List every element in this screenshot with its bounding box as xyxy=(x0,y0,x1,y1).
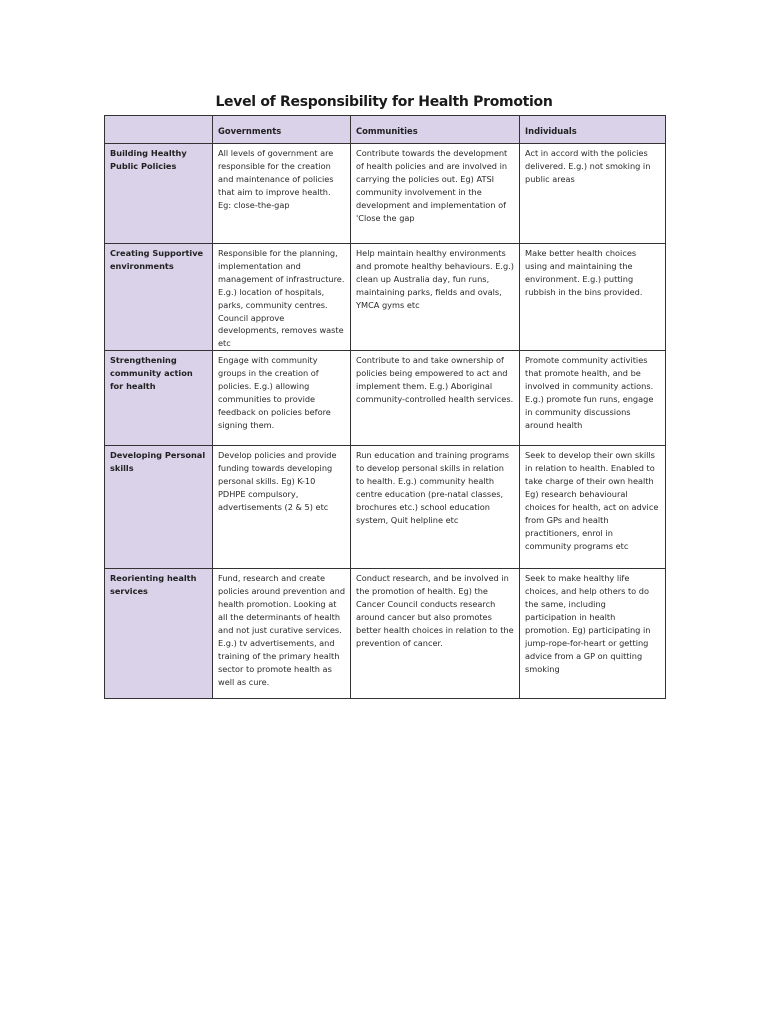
table-row xyxy=(105,569,666,699)
cell-communities: Help maintain healthy environments and promote healthy behaviours. E.g.) clean up Australia day, fun runs, maintaining parks, fields and ovals, YMCA gyms etc xyxy=(351,244,520,351)
cell-governments: Engage with community groups in the creation of policies. E.g.) allowing communities to provide feedback on policies before signing them. xyxy=(213,351,351,446)
row-label: Strengthening community action for health xyxy=(105,351,213,446)
cell-governments: Fund, research and create policies around prevention and health promotion. Looking at all the determinants of health and not just curative services. E.g.) tv advertisements, and training of the primary health sector to promote health as well as cure. xyxy=(213,569,351,699)
table-row xyxy=(105,446,666,569)
cell-individuals: Act in accord with the policies delivered. E.g.) not smoking in public areas xyxy=(520,144,666,244)
row-label: Creating Supportive environments xyxy=(105,244,213,351)
table-row xyxy=(105,244,666,351)
cell-individuals: Promote community activities that promote health, and be involved in community actions. E.g.) promote fun runs, engage in community discussions around health xyxy=(520,351,666,446)
header-corner xyxy=(105,116,213,144)
cell-individuals: Seek to develop their own skills in relation to health. Enabled to take charge of their own health Eg) research behavioural choices for health, act on advice from GPs and health practitioners, enrol in community programs etc xyxy=(520,446,666,569)
page-title: Level of Responsibility for Health Promotion xyxy=(215,94,553,110)
header-governments: Governments xyxy=(213,116,351,144)
table-row xyxy=(105,144,666,244)
cell-governments: Responsible for the planning, implementation and management of infrastructure. E.g.) location of hospitals, parks, community centres. Council approve developments, removes waste etc xyxy=(213,244,351,351)
cell-communities: Conduct research, and be involved in the promotion of health. Eg) the Cancer Council conducts research around cancer but also promotes better health choices in relation to the prevention of cancer. xyxy=(351,569,520,699)
responsibility-table xyxy=(104,115,666,699)
cell-governments: All levels of government are responsible for the creation and maintenance of policies that aim to improve health. Eg: close-the-gap xyxy=(213,144,351,244)
row-label: Building Healthy Public Policies xyxy=(105,144,213,244)
cell-individuals: Make better health choices using and maintaining the environment. E.g.) putting rubbish in the bins provided. xyxy=(520,244,666,351)
cell-communities: Contribute towards the development of health policies and are involved in carrying the policies out. Eg) ATSI community involvement in the development and implementation of 'Close the gap xyxy=(351,144,520,244)
cell-governments: Develop policies and provide funding towards developing personal skills. Eg) K-10 PDHPE compulsory, advertisements (2 & 5) etc xyxy=(213,446,351,569)
header-individuals: Individuals xyxy=(520,116,666,144)
header-communities: Communities xyxy=(351,116,520,144)
row-label: Reorienting health services xyxy=(105,569,213,699)
cell-communities: Contribute to and take ownership of policies being empowered to act and implement them. E.g.) Aboriginal community-controlled health services. xyxy=(351,351,520,446)
cell-individuals: Seek to make healthy life choices, and help others to do the same, including participation in health promotion. Eg) participating in jump-rope-for-heart or getting advice from a GP on quitting smoking xyxy=(520,569,666,699)
row-label: Developing Personal skills xyxy=(105,446,213,569)
cell-communities: Run education and training programs to develop personal skills in relation to health. E.g.) community health centre education (pre-natal classes, brochures etc.) school education system, Quit helpline etc xyxy=(351,446,520,569)
table-row xyxy=(105,351,666,446)
header-row xyxy=(105,116,666,144)
